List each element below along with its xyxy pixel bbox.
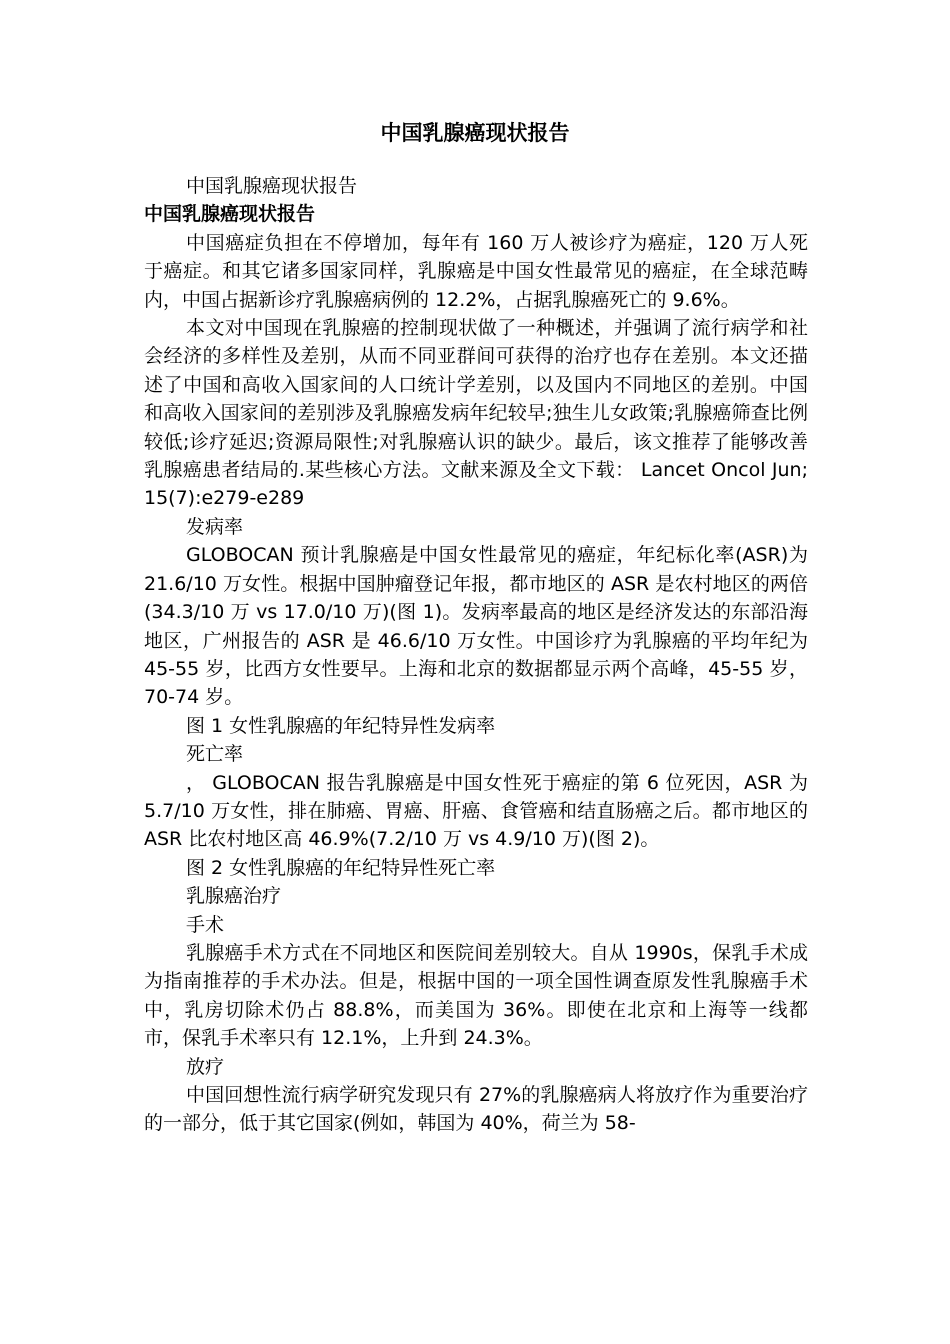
intro-paragraph: 中国癌症负担在不停增加，每年有 160 万人被诊疗为癌症，120 万人死于癌症。和其它诸多国家同样，乳腺癌是中国女性最常见的癌症，在全球范畴内，中国占据新诊疗乳腺癌病例的 12.2%，占据乳腺癌死亡的 9.6%。 [144, 231, 808, 311]
heading-radiotherapy: 放疗 [186, 1055, 225, 1078]
subtitle-paragraph: 中国乳腺癌现状报告 [186, 175, 358, 197]
figure-2-caption: 图 2 女性乳腺癌的年纪特异性死亡率 [186, 856, 496, 879]
heading-mortality: 死亡率 [186, 743, 244, 766]
document-body [144, 172, 808, 1138]
incidence-paragraph: GLOBOCAN 预计乳腺癌是中国女性最常见的癌症，年纪标化率(ASR)为 21.6/10 万女性。根据中国肿瘤登记年报，都市地区的 ASR 是农村地区的两倍(34.3/10 万 vs 17.0/10 万)(图 1)。发病率最高的地区是经济发达的东部沿海地区，广州报告的 ASR 是 46.6/10 万女性。中国诊疗为乳腺癌的平均年纪为 45-55 岁，比西方女性要早。上海和北京的数据都显示两个高峰，45-55 岁，70-74 岁。 [144, 544, 808, 709]
heading-treatment: 乳腺癌治疗 [186, 885, 282, 908]
section-heading: 中国乳腺癌现状报告 [144, 203, 316, 226]
figure-1-caption: 图 1 女性乳腺癌的年纪特异性发病率 [186, 714, 496, 737]
summary-paragraph: 本文对中国现在乳腺癌的控制现状做了一种概述，并强调了流行病学和社会经济的多样性及差别，从而不同亚群间可获得的治疗也存在差别。本文还描述了中国和高收入国家间的人口统计学差别，以及国内不同地区的差别。中国和高收入国家间的差别涉及乳腺癌发病年纪较早;独生儿女政策;乳腺癌筛查比例较低;诊疗延迟;资源局限性;对乳腺癌认识的缺少。最后，该文推荐了能够改善乳腺癌患者结局的.某些核心方法。文献来源及全文下载： Lancet Oncol Jun;15(7):e279-e289 [144, 317, 808, 510]
heading-incidence: 发病率 [186, 515, 244, 538]
document-title: 中国乳腺癌现状报告 [380, 121, 570, 145]
mortality-paragraph: ， GLOBOCAN 报告乳腺癌是中国女性死于癌症的第 6 位死因，ASR 为 5.7/10 万女性，排在肺癌、胃癌、肝癌、食管癌和结直肠癌之后。都市地区的 ASR 比农村地区高 46.9%(7.2/10 万 vs 4.9/10 万)(图 2)。 [144, 771, 808, 851]
surgery-paragraph: 乳腺癌手术方式在不同地区和医院间差别较大。自从 1990s，保乳手术成为指南推荐的手术办法。但是，根据中国的一项全国性调查原发性乳腺癌手术中，乳房切除术仍占 88.8%，而美国为 36%。即使在北京和上海等一线都市，保乳手术率只有 12.1%，上升到 24.3%。 [144, 941, 808, 1050]
radiotherapy-paragraph: 中国回想性流行病学研究发现只有 27%的乳腺癌病人将放疗作为重要治疗的一部分，低于其它国家(例如，韩国为 40%，荷兰为 58- [144, 1084, 808, 1135]
heading-surgery: 手术 [186, 913, 225, 936]
